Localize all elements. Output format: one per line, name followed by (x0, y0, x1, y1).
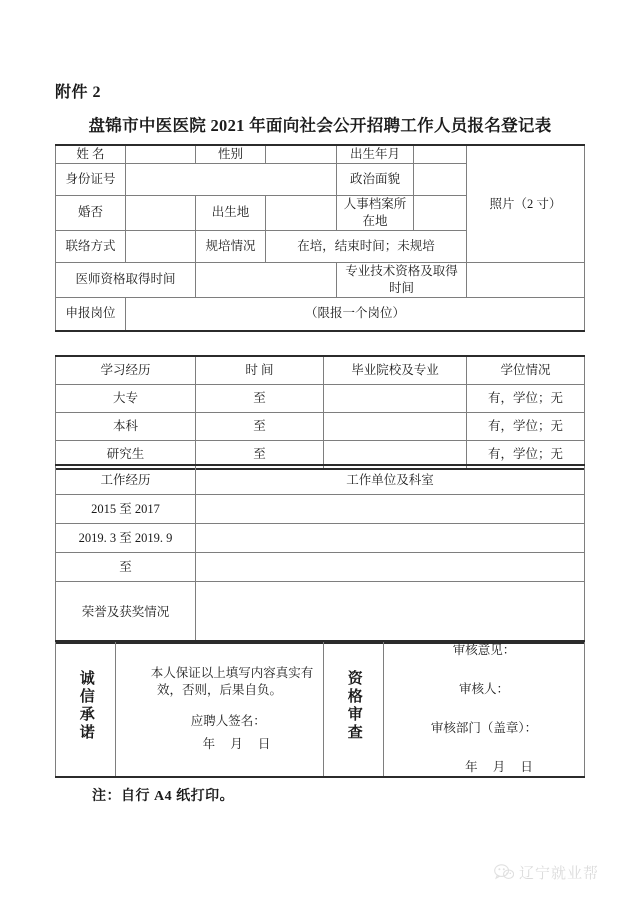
political-status-value[interactable] (414, 163, 467, 195)
archive-location-value[interactable] (414, 195, 467, 230)
table-row (56, 145, 585, 163)
table-row (56, 582, 585, 644)
education-level: 本科 (56, 413, 196, 441)
education-header-experience: 学习经历 (56, 356, 196, 385)
work-header-unit: 工作单位及科室 (196, 465, 585, 495)
education-degree[interactable]: 有，学位；无 (467, 385, 585, 413)
education-header-school: 毕业院校及专业 (324, 356, 467, 385)
table-row-header (56, 465, 585, 495)
table-row (56, 524, 585, 553)
review-department-label: 审核部门（盖章）： (430, 720, 538, 735)
table-row (56, 262, 585, 297)
education-time[interactable]: 至 (196, 413, 324, 441)
physician-cert-value[interactable] (196, 262, 337, 297)
birthplace-value[interactable] (266, 195, 337, 230)
birthplace-label: 出生地 (196, 195, 266, 230)
applied-post-value[interactable]: （限报一个岗位） (126, 297, 585, 331)
name-label: 姓 名 (56, 145, 126, 163)
education-header-time: 时 间 (196, 356, 324, 385)
education-school[interactable] (324, 385, 467, 413)
education-level: 大专 (56, 385, 196, 413)
id-number-label: 身份证号 (56, 163, 126, 195)
contact-label: 联络方式 (56, 230, 126, 262)
reviewer-label: 审核人： (458, 681, 509, 696)
basic-info-table (55, 144, 585, 332)
work-experience-table (55, 464, 585, 644)
training-label: 规培情况 (196, 230, 266, 262)
review-opinion-label: 审核意见： (452, 643, 516, 657)
birth-date-value[interactable] (414, 145, 467, 163)
work-period[interactable]: 至 (56, 553, 196, 582)
review-date-line: 年 月 日 (465, 759, 539, 774)
print-note: 注：自行 A4 纸打印。 (92, 789, 235, 804)
watermark (494, 862, 599, 883)
education-time[interactable]: 至 (196, 385, 324, 413)
review-label-cell (324, 641, 384, 777)
physician-cert-label: 医师资格取得时间 (56, 262, 196, 297)
watermark-text: 辽宁就业帮 (519, 865, 600, 882)
table-row (56, 641, 585, 777)
contact-value[interactable] (126, 230, 196, 262)
table-row (56, 385, 585, 413)
commitment-label-cell (56, 641, 116, 777)
professional-cert-value[interactable] (467, 262, 585, 297)
work-unit[interactable] (196, 495, 585, 524)
attachment-label: 附件 2 (55, 84, 102, 101)
id-number-value[interactable] (126, 163, 337, 195)
education-degree[interactable]: 有，学位；无 (467, 413, 585, 441)
education-level: 研究生 (56, 441, 196, 470)
commitment-review-table (55, 640, 585, 778)
page-title: 盘锦市中医医院 2021 年面向社会公开招聘工作人员报名登记表 (88, 116, 552, 135)
applied-post-label: 申报岗位 (56, 297, 126, 331)
work-period[interactable]: 2015 至 2017 (56, 495, 196, 524)
work-period[interactable]: 2019. 3 至 2019. 9 (56, 524, 196, 553)
marital-label: 婚否 (56, 195, 126, 230)
work-header-experience: 工作经历 (56, 465, 196, 495)
professional-cert-label: 专业技术资格及取得时间 (337, 262, 467, 297)
education-header-degree: 学位情况 (467, 356, 585, 385)
gender-label: 性别 (196, 145, 266, 163)
education-table (55, 355, 585, 470)
work-unit[interactable] (196, 524, 585, 553)
education-time[interactable]: 至 (196, 441, 324, 470)
commitment-date-line: 年 月 日 (202, 736, 277, 751)
name-value[interactable] (126, 145, 196, 163)
table-row (56, 553, 585, 582)
political-status-label: 政治面貌 (337, 163, 414, 195)
honors-label: 荣誉及获奖情况 (56, 582, 196, 644)
gender-value[interactable] (266, 145, 337, 163)
marital-value[interactable] (126, 195, 196, 230)
table-row-header (56, 356, 585, 385)
education-school[interactable] (324, 413, 467, 441)
wechat-icon (494, 864, 514, 881)
commitment-statement: 本人保证以上填写内容真实有效，否则，后果自负。 (150, 666, 314, 697)
review-label: 资格审查 (345, 670, 362, 743)
education-degree[interactable]: 有，学位；无 (467, 441, 585, 470)
table-row (56, 413, 585, 441)
training-value[interactable]: 在培，结束时间；未规培 (266, 230, 467, 262)
review-body[interactable] (384, 641, 585, 777)
table-row (56, 495, 585, 524)
honors-value[interactable] (196, 582, 585, 644)
commitment-signature-label: 应聘人签名： (190, 713, 266, 728)
table-row (56, 297, 585, 331)
commitment-body[interactable] (116, 641, 324, 777)
photo-cell[interactable]: 照片（2 寸） (467, 145, 585, 262)
work-unit[interactable] (196, 553, 585, 582)
birth-date-label: 出生年月 (337, 145, 414, 163)
commitment-label: 诚信承诺 (77, 670, 94, 743)
archive-location-label: 人事档案所在地 (337, 195, 414, 230)
